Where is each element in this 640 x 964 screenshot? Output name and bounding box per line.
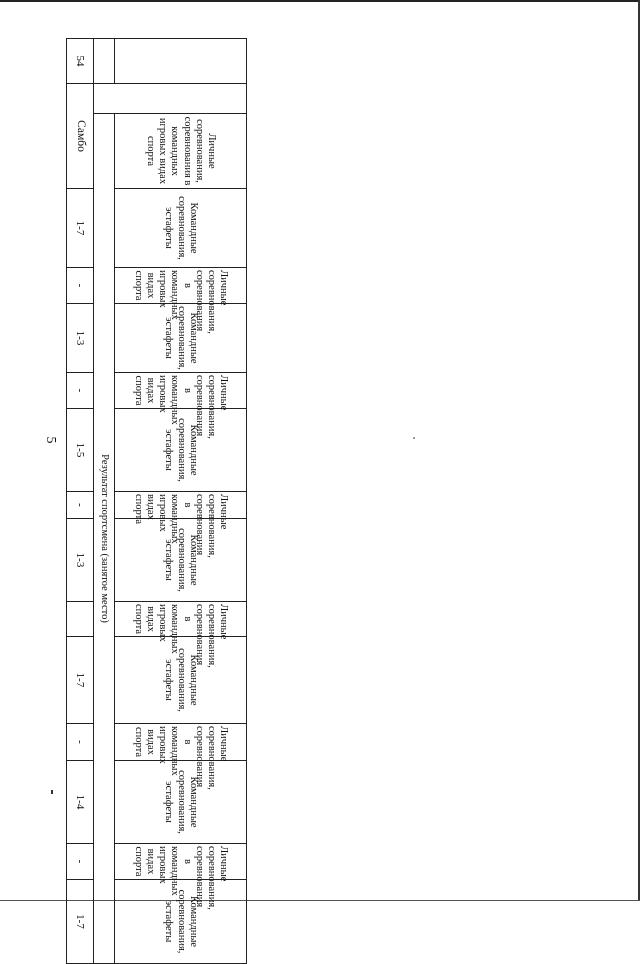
column-header: Личные соревнования, соревнования в командных игровых видах спорта (115, 844, 247, 880)
blank-cell (115, 39, 247, 84)
result-cell: - (67, 268, 94, 304)
scan-speck (51, 790, 53, 794)
table-container (67, 38, 247, 954)
column-header: Командные соревнования, эстафеты (115, 189, 247, 268)
column-header: Личные соревнования, соревнования в командных игровых видах спорта (115, 114, 247, 189)
column-header: Командные соревнования, эстафеты (115, 519, 247, 602)
result-cell (67, 602, 94, 637)
blank-cell (94, 39, 115, 84)
table-row (67, 39, 94, 964)
result-cell: 1-7 (67, 637, 94, 724)
result-cell: - (67, 724, 94, 761)
result-cell: 1-3 (67, 304, 94, 373)
column-header: Командные соревнования, эстафеты (115, 637, 247, 724)
column-header: Личные соревнования, соревнования в командных игровых видах спорта (115, 602, 247, 637)
column-header: Личные соревнования, соревнования в командных игровых видах спорта (115, 724, 247, 761)
result-cell: 1-3 (67, 519, 94, 602)
results-table (66, 38, 247, 964)
column-header: Командные соревнования, эстафеты (115, 304, 247, 373)
column-header: Личные соревнования, соревнования в командных игровых видах спорта (115, 373, 247, 409)
blank-cell (94, 84, 247, 114)
result-header: Результат спортсмена (занятое место) (94, 114, 115, 964)
sport-name: Самбо (67, 84, 94, 189)
result-header-row (94, 39, 115, 964)
result-cell: - (67, 373, 94, 409)
column-header: Личные соревнования, соревнования в командных игровых видах спорта (115, 268, 247, 304)
competition-type-header-row (115, 39, 247, 964)
result-cell: 1-7 (67, 189, 94, 268)
result-cell: 1-4 (67, 761, 94, 844)
result-cell: 1-5 (67, 409, 94, 492)
result-cell: - (67, 844, 94, 880)
scan-speck (413, 437, 415, 439)
column-header: Командные соревнования, эстафеты (115, 880, 247, 964)
result-cell: 1-7 (67, 880, 94, 964)
result-cell: - (67, 492, 94, 519)
scan-edge-top (0, 0, 640, 2)
column-header: Командные соревнования, эстафеты (115, 409, 247, 492)
column-header: Командные соревнования, эстафеты (115, 761, 247, 844)
row-number: 54 (67, 39, 94, 84)
column-header: Личные соревнования, соревнования в командных игровых видах спорта (115, 492, 247, 519)
page-number: 5 (43, 436, 58, 444)
